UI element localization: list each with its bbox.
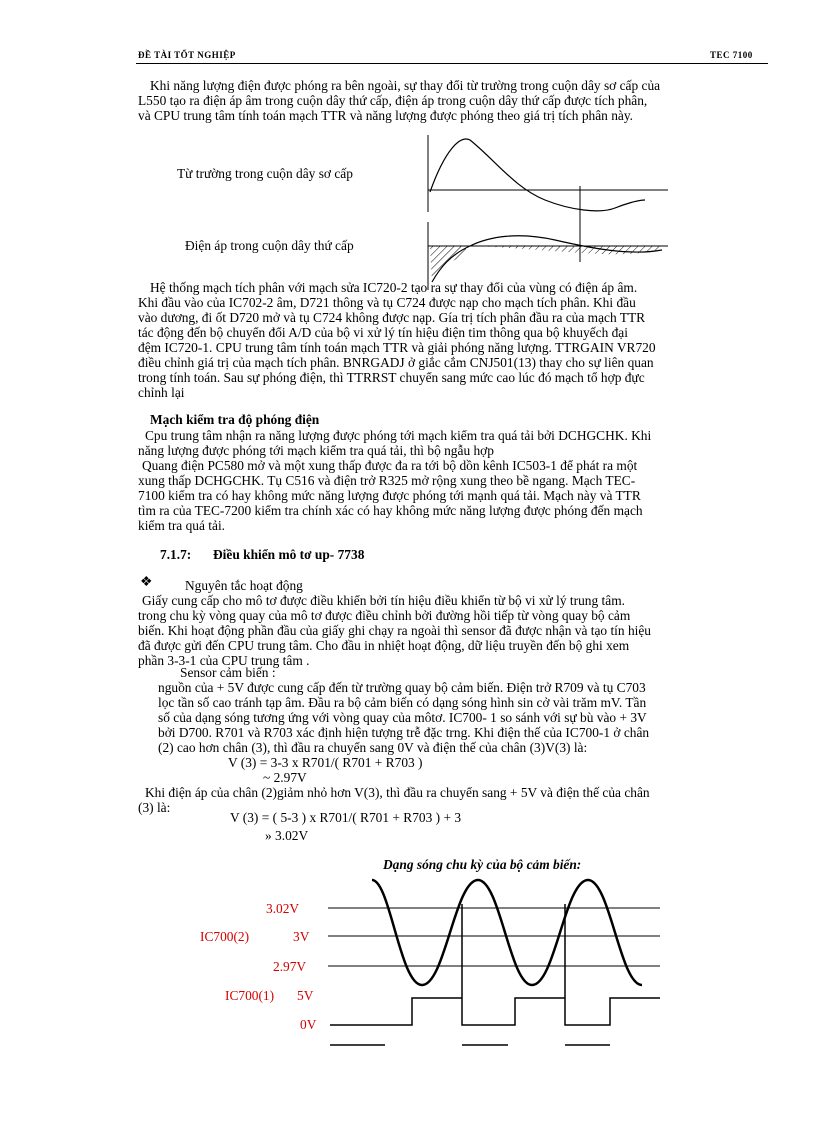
sensor-line-1: nguồn của + 5V được cung cấp đến từ trường quay bộ cảm biến. Điện trở R709 và tụ C703 bbox=[158, 680, 646, 695]
discharge-line-4: xung thấp DCHGCHK. Tụ C516 và điện trở R325 mở rộng xung theo bề ngang. Mạch TEC- bbox=[138, 473, 636, 488]
sensor-line-2: lọc tần số cao tránh tạp âm. Đầu ra bộ cảm biến có dạng sóng hình sin cở vài trăm mV. Tần bbox=[158, 695, 647, 710]
ic700-1-label: IC700(1) bbox=[225, 988, 275, 1003]
sensor-line-3: số của dạng sóng tương ứng với vòng quay của môtơ. IC700- 1 so sánh với sự bù vào + 3V bbox=[158, 710, 647, 725]
figure1-label-secondary: Điện áp trong cuộn dây thứ cấp bbox=[185, 238, 354, 253]
integrator-line-8: chỉnh lại bbox=[138, 385, 185, 400]
discharge-line-5: 7100 kiểm tra có hay không mức năng lượng được phóng tới mạnh quá tải. Mạch này và TTR bbox=[138, 488, 641, 503]
discharge-line-2: năng lượng được phóng tới mạch kiểm tra quá tải, thì bộ ngẫu hợp bbox=[138, 443, 494, 458]
level-3v-label: 3V bbox=[293, 929, 310, 944]
integrator-line-2: Khi đầu vào của IC702-2 âm, D721 thông và tụ C724 được nạp cho mạch tích phân. Khi đầu bbox=[138, 295, 636, 310]
integrator-line-6: điều chỉnh giá trị của mạch tích phân. BNRGADJ ở giắc cắm CNJ501(13) thay cho sự liên quan bbox=[138, 355, 654, 370]
waveform-title: Dạng sóng chu kỳ của bộ cảm biến: bbox=[383, 857, 582, 872]
discharge-heading: Mạch kiểm tra độ phóng điện bbox=[150, 412, 320, 427]
integrator-line-3: vào dương, đi ốt D720 mở và tụ C724 không được nạp. Gía trị tích phân đầu ra của mạch TTR bbox=[138, 310, 646, 325]
result-1: ~ 2.97V bbox=[263, 770, 307, 785]
sensor-line2-2: (3) là: bbox=[138, 800, 171, 815]
integrator-line-7: trong tính toán. Sau sự phóng điện, thì TTRRST chuyển sang mức cao lúc đó mạch tổ hợp đực bbox=[138, 370, 645, 385]
diamond-bullet-icon: ❖ bbox=[140, 575, 153, 590]
header-left: ĐỀ TÀI TỐT NGHIỆP bbox=[138, 50, 236, 60]
discharge-line-3: Quang điện PC580 mở và một xung thấp được đa ra tới bộ dồn kênh IC503-1 để phát ra một bbox=[142, 458, 638, 473]
level-5v-label: 5V bbox=[297, 988, 314, 1003]
sensor-line-4: bởi D700. R701 và R703 xác định hiện tượng trễ đặc trng. Khi điện thế của IC700-1 ở chân bbox=[158, 725, 650, 740]
integrator-line-1: Hệ thống mạch tích phân với mạch sửa IC720-2 tạo ra sự thay đổi của vùng có điện áp âm. bbox=[150, 280, 638, 295]
integrator-line-5: đệm IC720-1. CPU trung tâm tính toán mạch TTR và giải phóng năng lượng. TTRGAIN VR720 bbox=[138, 340, 656, 355]
discharge-line-7: kiểm tra quá tải. bbox=[138, 518, 226, 533]
intro-line-3: và CPU trung tâm tính toán mạch TTR và năng lượng được phóng theo giá trị tích phân này. bbox=[138, 108, 634, 123]
header-right: TEC 7100 bbox=[710, 50, 753, 60]
level-0v-label: 0V bbox=[300, 1017, 317, 1032]
sensor-heading: Sensor cảm biến : bbox=[180, 665, 276, 680]
sensor-line-5: (2) cao hơn chân (3), thì đầu ra chuyển sang 0V và điện thế của chân (3)V(3) là: bbox=[158, 740, 588, 755]
principle-line-1: Giấy cung cấp cho mô tơ được điều khiển bởi tín hiệu điều khiển từ bộ vi xử lý trung tâm. bbox=[142, 593, 625, 608]
result-2: » 3.02V bbox=[265, 828, 309, 843]
principle-line-4: đã được gửi đến CPU trung tâm. Cho đầu in nhiệt hoạt động, dữ liệu truyền đến bộ ghi xem bbox=[138, 638, 630, 653]
ic700-2-label: IC700(2) bbox=[200, 929, 250, 944]
principle-line-2: trong chu kỳ vòng quay của mô tơ được điều chỉnh bởi đường hồi tiếp từ vòng quay bộ cảm bbox=[138, 608, 631, 623]
level-297-label: 2.97V bbox=[273, 959, 307, 974]
integrator-line-4: tác động đến bộ chuyển đổi A/D của bộ vi xử lý tín hiệu điện tim thông qua bộ khuyếch đại bbox=[138, 325, 628, 340]
formula-2: V (3) = ( 5-3 ) x R701/( R701 + R703 ) + 3 bbox=[230, 810, 462, 825]
section-title: Điều khiển mô tơ up- 7738 bbox=[213, 547, 365, 562]
sensor-sine-wave bbox=[372, 880, 642, 985]
principle-heading: Nguyên tắc hoạt động bbox=[185, 578, 303, 593]
principle-line-3: biến. Khi hoạt động phần đầu của giấy ghi chạy ra ngoài thì sensor đã được nhận và tạo tín hiệu bbox=[138, 623, 652, 638]
figure1-label-primary: Từ trường trong cuộn dây sơ cấp bbox=[177, 166, 353, 181]
principle-line-5: phần 3-3-1 của CPU trung tâm . bbox=[138, 653, 310, 668]
formula-1: V (3) = 3-3 x R701/( R701 + R703 ) bbox=[228, 755, 423, 770]
section-number: 7.1.7: bbox=[160, 547, 192, 562]
discharge-line-1: Cpu trung tâm nhận ra năng lượng được phóng tới mạch kiểm tra quá tải bởi DCHGCHK. Khi bbox=[145, 428, 652, 443]
intro-line-2: L550 tạo ra điện áp âm trong cuộn dây thứ cấp, điện áp trong cuộn dây thứ cấp được tích phân, bbox=[138, 93, 648, 108]
sensor-line2-1: Khi điện áp của chân (2)giảm nhỏ hơn V(3), thì đầu ra chuyển sang + 5V và điện thế của chân bbox=[145, 785, 650, 800]
intro-line-1: Khi năng lượng điện được phóng ra bên ngoài, sự thay đổi từ trường trong cuộn dây sơ cấp của bbox=[150, 78, 661, 93]
discharge-line-6: tìm ra của TEC-7200 kiểm tra chính xác có hay không mức năng lượng được phóng đến mạch bbox=[138, 503, 643, 518]
level-302-label: 3.02V bbox=[266, 901, 300, 916]
